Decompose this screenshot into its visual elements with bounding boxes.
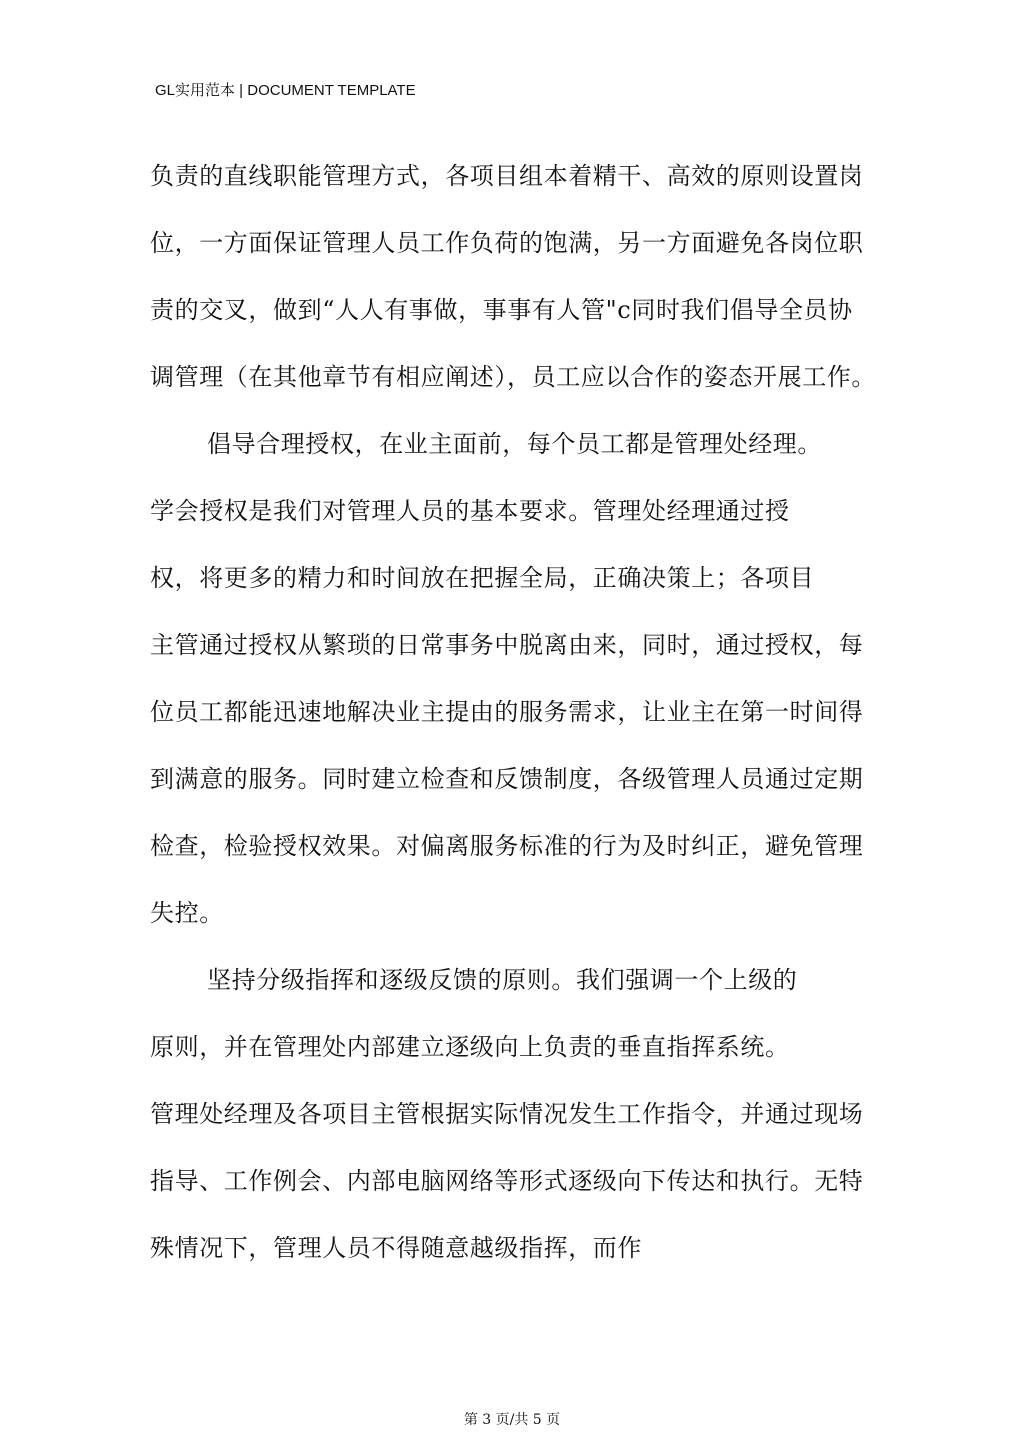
body-line: 原则，并在管理处内部建立逐级向上负责的垂直指挥系统。 <box>150 1033 790 1061</box>
body-line: 主管通过授权从繁琐的日常事务中脱离由来，同时，通过授权，每 <box>150 631 864 659</box>
body-line: 管理处经理及各项目主管根据实际情况发生工作指令，并通过现场 <box>150 1100 864 1128</box>
body-line: 失控。 <box>150 899 224 927</box>
body-line: 指导、工作例会、内部电脑网络等形式逐级向下传达和执行。无特 <box>150 1167 864 1195</box>
body-line: 检查，检验授权效果。对偏离服务标准的行为及时纠正，避免管理 <box>150 832 864 860</box>
body-line: 到满意的服务。同时建立检查和反馈制度，各级管理人员通过定期 <box>150 765 864 793</box>
body-line: 责的交叉，做到“人人有事做，事事有人管"c同时我们倡导全员协 <box>150 296 853 324</box>
document-header: GL实用范本 | DOCUMENT TEMPLATE <box>155 82 416 99</box>
body-line: 负责的直线职能管理方式，各项目组本着精干、高效的原则设置岗 <box>150 162 864 190</box>
body-line: 殊情况下，管理人员不得随意越级指挥，而作 <box>150 1234 642 1262</box>
body-line: 坚持分级指挥和逐级反馈的原则。我们强调一个上级的 <box>207 966 798 994</box>
body-line: 调管理（在其他章节有相应阐述），员工应以合作的姿态开展工作。 <box>150 363 876 391</box>
body-line: 位员工都能迅速地解决业主提由的服务需求，让业主在第一时间得 <box>150 698 864 726</box>
body-line: 学会授权是我们对管理人员的基本要求。管理处经理通过授 <box>150 497 790 525</box>
body-line: 倡导合理授权，在业主面前，每个员工都是管理处经理。 <box>207 430 822 458</box>
body-line: 权，将更多的精力和时间放在把握全局，正确决策上；各项目 <box>150 564 815 592</box>
page-number: 第 3 页/共 5 页 <box>463 1412 561 1428</box>
body-line: 位，一方面保证管理人员工作负荷的饱满，另一方面避免各岗位职 <box>150 229 864 257</box>
